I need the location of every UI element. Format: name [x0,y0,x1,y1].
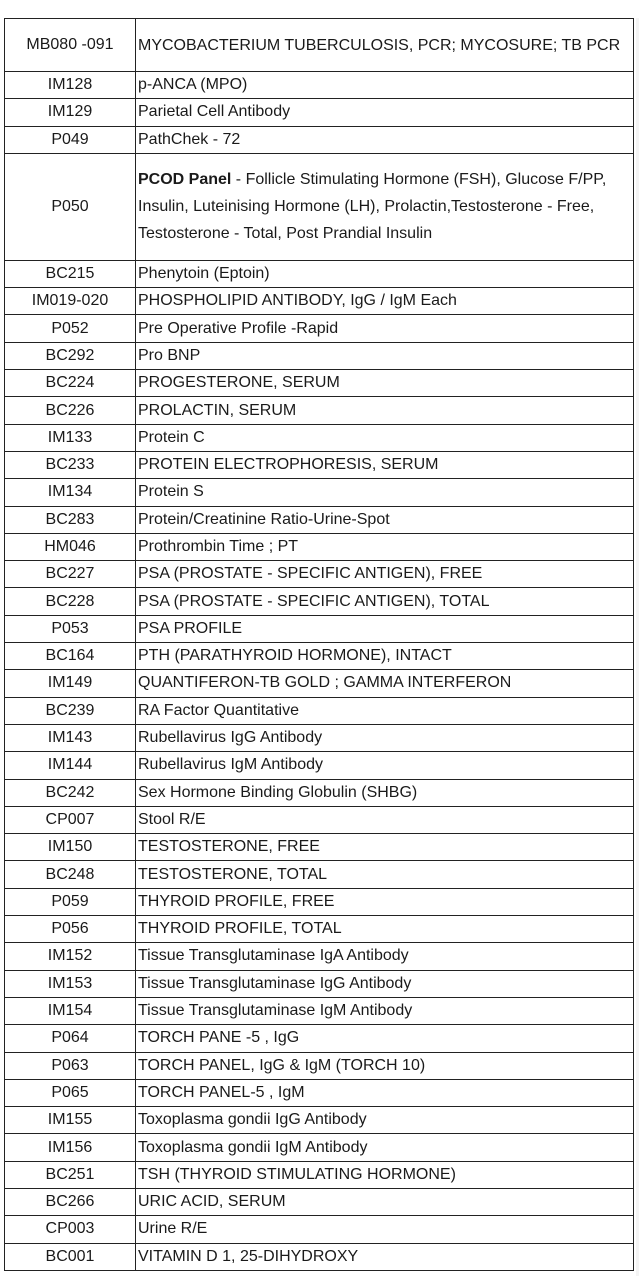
table-row [5,1079,634,1106]
table-row [5,288,634,315]
test-name-cell [136,1025,634,1052]
table-row [5,1025,634,1052]
test-name-cell [136,72,634,99]
table-row [5,479,634,506]
test-name: Protein C [138,428,205,446]
table-row [5,779,634,806]
test-name: PTH (PARATHYROID HORMONE), INTACT [138,647,452,665]
test-name: TESTOSTERONE, TOTAL [138,865,328,883]
test-name-cell [136,697,634,724]
table-row [5,451,634,478]
test-name: TORCH PANE -5 , IgG [138,1029,300,1047]
table-row [5,752,634,779]
test-name-cell [136,506,634,533]
test-code: IM152 [5,943,136,970]
test-code: CP003 [5,1216,136,1243]
test-code: BC227 [5,561,136,588]
table-row [5,506,634,533]
test-name: Parietal Cell Antibody [138,103,291,121]
test-code: HM046 [5,533,136,560]
table-row [5,561,634,588]
table-row [5,643,634,670]
table-row [5,916,634,943]
test-code: IM155 [5,1107,136,1134]
test-code: IM134 [5,479,136,506]
test-name: Rubellavirus IgM Antibody [138,756,323,774]
test-name-cell [136,342,634,369]
test-name: Stool R/E [138,810,206,828]
test-code: BC233 [5,451,136,478]
test-code: P053 [5,615,136,642]
test-name: QUANTIFERON-TB GOLD ; GAMMA INTERFERON [138,674,512,692]
test-name-cell [136,1107,634,1134]
table-row [5,370,634,397]
test-code: IM143 [5,724,136,751]
test-code: IM149 [5,670,136,697]
test-name-cell [136,779,634,806]
test-code: P050 [5,153,136,260]
test-name: PSA (PROSTATE - SPECIFIC ANTIGEN), FREE [138,565,483,583]
test-code: BC242 [5,779,136,806]
table-row [5,315,634,342]
test-name: - Follicle Stimulating Hormone (FSH), Glucose F/PP, Insulin, Luteinising Hormone (LH), Prolactin,Testosterone - Free, Testosterone - Total, Post Prandial Insulin [138,171,607,243]
test-name: Tissue Transglutaminase IgA Antibody [138,947,409,965]
table-row [5,72,634,99]
test-code: P052 [5,315,136,342]
table-row [5,943,634,970]
test-name: PROTEIN ELECTROPHORESIS, SERUM [138,456,439,474]
test-code: IM153 [5,970,136,997]
test-name: PROGESTERONE, SERUM [138,374,340,392]
test-name-cell [136,561,634,588]
test-code: MB080 -091 [5,19,136,72]
test-name: Toxoplasma gondii IgM Antibody [138,1138,368,1156]
test-code: IM156 [5,1134,136,1161]
test-name-cell [136,126,634,153]
test-name: MYCOBACTERIUM TUBERCULOSIS, PCR; MYCOSURE; TB PCR [138,36,621,54]
test-name: Pro BNP [138,346,201,364]
table-row [5,342,634,369]
test-name-cell [136,370,634,397]
table-row [5,533,634,560]
test-name-cell [136,1161,634,1188]
test-name-bold: PCOD Panel [138,171,232,189]
test-name: PSA (PROSTATE - SPECIFIC ANTIGEN), TOTAL [138,592,490,610]
test-name-cell [136,588,634,615]
test-name: RA Factor Quantitative [138,701,299,719]
test-name-cell [136,260,634,287]
test-name: p-ANCA (MPO) [138,76,248,94]
test-name-cell [136,288,634,315]
test-name: URIC ACID, SERUM [138,1193,286,1211]
table-row [5,997,634,1024]
table-row [5,1188,634,1215]
test-name: PSA PROFILE [138,619,243,637]
test-name-cell [136,615,634,642]
test-name-cell [136,397,634,424]
test-name-cell [136,861,634,888]
test-name: Tissue Transglutaminase IgM Antibody [138,1002,413,1020]
test-name: Toxoplasma gondii IgG Antibody [138,1111,367,1129]
test-code: BC228 [5,588,136,615]
test-name-cell [136,670,634,697]
test-name-cell [136,888,634,915]
test-code: BC239 [5,697,136,724]
test-name-cell [136,1188,634,1215]
table-row [5,697,634,724]
table-row [5,1107,634,1134]
test-name-cell [136,997,634,1024]
test-name: Pre Operative Profile -Rapid [138,319,339,337]
test-code: IM128 [5,72,136,99]
test-name: TORCH PANEL-5 , IgM [138,1083,305,1101]
test-name: PathChek - 72 [138,130,241,148]
test-name-cell [136,1134,634,1161]
test-name: Phenytoin (Eptoin) [138,265,270,283]
test-name-cell [136,315,634,342]
test-name-cell [136,1216,634,1243]
test-name: Prothrombin Time ; PT [138,538,299,555]
test-name-cell [136,724,634,751]
test-code: IM150 [5,834,136,861]
test-list-table [4,18,634,1271]
test-code: IM019-020 [5,288,136,315]
table-row [5,99,634,126]
test-name: TESTOSTERONE, FREE [138,838,320,856]
test-name-cell [136,643,634,670]
table-row [5,834,634,861]
test-code: P056 [5,916,136,943]
table-row [5,670,634,697]
table-row [5,724,634,751]
test-name-cell [136,834,634,861]
table-row [5,1052,634,1079]
test-code: BC224 [5,370,136,397]
table-row [5,1161,634,1188]
test-name-cell [136,533,634,560]
test-name: Urine R/E [138,1220,208,1238]
test-name-cell [136,1079,634,1106]
test-code: BC164 [5,643,136,670]
table-row [5,1134,634,1161]
test-name-cell [136,451,634,478]
test-code: BC215 [5,260,136,287]
test-code: IM133 [5,424,136,451]
table-row [5,861,634,888]
test-code: P063 [5,1052,136,1079]
test-name-cell [136,99,634,126]
test-name: Tissue Transglutaminase IgG Antibody [138,974,412,992]
table-row [5,1243,634,1270]
test-code: P049 [5,126,136,153]
test-name-cell [136,916,634,943]
test-code: IM154 [5,997,136,1024]
test-code: BC283 [5,506,136,533]
test-name: THYROID PROFILE, TOTAL [138,920,342,938]
test-name: Protein/Creatinine Ratio-Urine-Spot [138,510,390,528]
table-row [5,588,634,615]
test-name-cell [136,479,634,506]
test-name: PHOSPHOLIPID ANTIBODY, IgG / IgM Each [138,292,457,310]
test-code: BC251 [5,1161,136,1188]
test-name-cell [136,19,634,72]
test-name-cell [136,1243,634,1270]
test-code: BC292 [5,342,136,369]
test-code: CP007 [5,806,136,833]
test-name-cell [136,1052,634,1079]
test-name: PROLACTIN, SERUM [138,401,297,419]
test-name-cell [136,153,634,260]
test-name: Rubellavirus IgG Antibody [138,729,323,747]
table-row [5,424,634,451]
table-row [5,126,634,153]
table-row [5,888,634,915]
test-code: BC226 [5,397,136,424]
test-code: BC001 [5,1243,136,1270]
table-row [5,397,634,424]
test-code: P064 [5,1025,136,1052]
test-code: IM129 [5,99,136,126]
test-name-cell [136,970,634,997]
test-code: BC248 [5,861,136,888]
test-name-cell [136,424,634,451]
test-name: TORCH PANEL, IgG & IgM (TORCH 10) [138,1056,426,1074]
test-name: Sex Hormone Binding Globulin (SHBG) [138,783,418,801]
test-name: Protein S [138,483,204,501]
test-name: TSH (THYROID STIMULATING HORMONE) [138,1165,456,1183]
table-row [5,153,634,260]
test-name-cell [136,943,634,970]
test-code: P059 [5,888,136,915]
table-row [5,970,634,997]
table-row [5,260,634,287]
table-row [5,19,634,72]
test-name: THYROID PROFILE, FREE [138,892,335,910]
test-name-cell [136,752,634,779]
test-name: VITAMIN D 1, 25-DIHYDROXY [138,1247,359,1265]
test-code: P065 [5,1079,136,1106]
table-row [5,806,634,833]
table-row [5,615,634,642]
table-row [5,1216,634,1243]
test-code: BC266 [5,1188,136,1215]
test-code: IM144 [5,752,136,779]
test-name-cell [136,806,634,833]
